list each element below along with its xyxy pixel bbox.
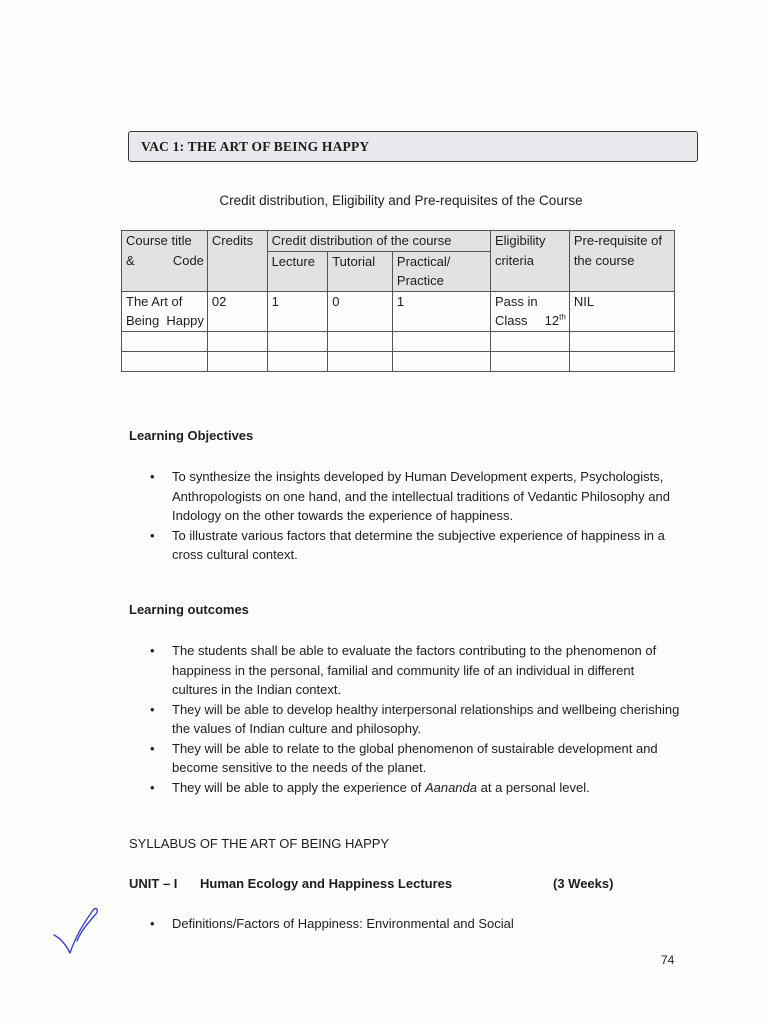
unit-duration: (3 Weeks) <box>553 876 614 891</box>
header-lecture: Lecture <box>267 251 328 291</box>
table-row-empty <box>122 351 675 371</box>
table-row-empty <box>122 331 675 351</box>
learning-outcomes-heading: Learning outcomes <box>129 602 249 617</box>
cell-course: The Art of Being Happy <box>122 291 208 331</box>
header-distribution: Credit distribution of the course <box>267 231 490 252</box>
table-caption: Credit distribution, Eligibility and Pre-requisites of the Course <box>219 193 583 208</box>
list-item: • They will be able to develop healthy interpersonal relationships and wellbeing cherishing the values of Indian culture and philosophy. <box>150 700 680 739</box>
cell-prerequisite: NIL <box>569 291 674 331</box>
credit-distribution-table <box>121 230 675 372</box>
list-item <box>150 778 680 798</box>
header-prerequisite: Pre-requisite of the course <box>569 231 674 292</box>
table-header-row <box>122 231 675 252</box>
cell-eligibility <box>490 291 569 331</box>
outcome-text-before: They will be able to apply the experience of <box>172 779 425 795</box>
table-row <box>122 291 675 331</box>
cell-credits: 02 <box>207 291 267 331</box>
syllabus-title: SYLLABUS OF THE ART OF BEING HAPPY <box>129 836 390 851</box>
learning-objectives-heading: Learning Objectives <box>129 428 254 443</box>
eligibility-text: Pass in Class 12 <box>494 293 560 328</box>
header-credits: Credits <box>207 231 267 292</box>
cell-lecture: 1 <box>267 291 328 331</box>
list-item: • To illustrate various factors that determine the subjective experience of happiness in a cross cultural context. <box>150 526 680 565</box>
outcome-text-after: at a personal level. <box>477 779 590 795</box>
header-eligibility: Eligibility criteria <box>490 231 569 292</box>
cell-practical: 1 <box>392 291 490 331</box>
section-title-box <box>128 131 698 162</box>
list-item: • The students shall be able to evaluate the factors contributing to the phenomenon of happiness in the personal, familial and community life of an individual in different cultures in the Indian context. <box>150 641 680 700</box>
unit-name: Human Ecology and Happiness Lectures <box>200 876 453 891</box>
header-course: Course title & Code <box>122 231 208 292</box>
list-item: • Definitions/Factors of Happiness: Environmental and Social <box>150 914 680 934</box>
section-title: VAC 1: THE ART OF BEING HAPPY <box>141 139 370 154</box>
aananda-term: Aananda <box>424 779 477 795</box>
handwritten-tick-icon <box>50 905 102 957</box>
unit-label: UNIT – I <box>129 876 178 891</box>
header-tutorial: Tutorial <box>328 251 393 291</box>
unit-topics-list <box>150 914 680 934</box>
list-item: • They will be able to relate to the global phenomenon of sustairable development and become sensitive to the needs of the planet. <box>150 739 680 778</box>
eligibility-superscript: th <box>559 312 566 322</box>
cell-tutorial: 0 <box>328 291 393 331</box>
learning-outcomes-list <box>150 641 680 797</box>
page-number: 74 <box>661 953 675 967</box>
learning-objectives-list <box>150 467 680 565</box>
header-practical: Practical/ Practice <box>392 251 490 291</box>
list-item: • To synthesize the insights developed by Human Development experts, Psychologists, Anthropologists on one hand, and the intellectual traditions of Vedantic Philosophy and Indology on the other towards the experience of happiness. <box>150 467 680 526</box>
